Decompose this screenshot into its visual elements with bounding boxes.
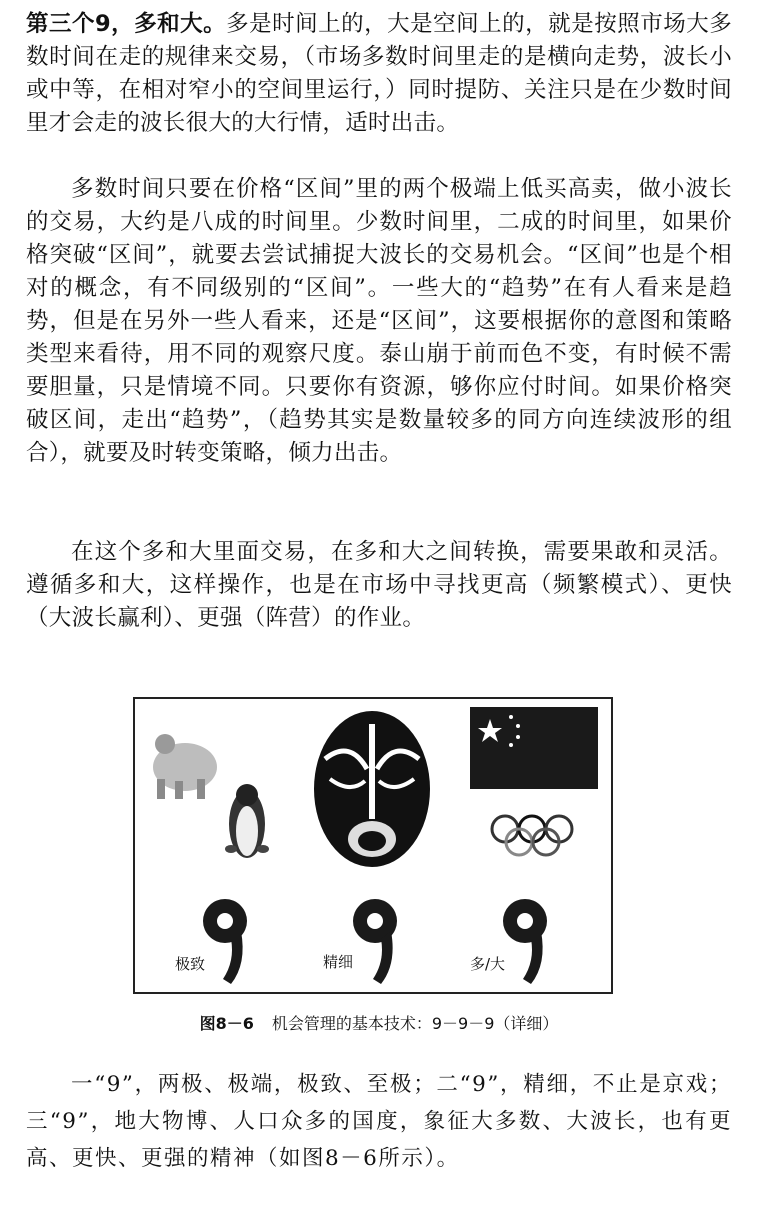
flag-image xyxy=(470,707,598,789)
label-extreme: 极致 xyxy=(175,955,206,973)
label-many-big: 多/大 xyxy=(470,955,506,973)
paragraph-1-lead: 第三个9，多和大。 xyxy=(26,11,227,37)
polar-bear-image xyxy=(153,734,217,799)
label-fine: 精细 xyxy=(323,953,354,971)
paragraph-1-body: 多是时间上的，大是空间上的，就是按照市场大多数时间在走的规律来交易，（市场多数时间里走的是横向走势，波长小或中等，在相对窄小的空间里运行，）同时提防、关注只是在少数时间里才会走的波长很大的大行情，适时出击。 xyxy=(26,11,732,136)
nine-figure-2 xyxy=(353,899,397,984)
nine-figure-1 xyxy=(203,899,247,984)
penguin-image xyxy=(225,784,269,858)
paragraph-2: 多数时间只要在价格“区间”里的两个极端上低买高卖，做小波长的交易，大约是八成的时间里。少数时间里，二成的时间里，如果价格突破“区间”，就要去尝试捕捉大波长的交易机会。“区间”也是个相对的概念，有不同级别的“区间”。一些大的“趋势”在有人看来是趋势，但是在另外一些人看来，还是“区间”，这要根据你的意图和策略类型来看待，用不同的观察尺度。泰山崩于前而色不变，有时候不需要胆量，只是情境不同。只要你有资源，够你应付时间。如果价格突破区间，走出“趋势”，（趋势其实是数量较多的同方向连续波形的组合），就要及时转变策略，倾力出击。 xyxy=(26,176,732,466)
figure-caption-text: 机会管理的基本技术：9－9－9（详细） xyxy=(271,1014,559,1033)
figure-8-6 xyxy=(133,697,613,994)
figure-illustration xyxy=(135,699,611,992)
figure-caption xyxy=(0,1011,758,1034)
paragraph-4: 一“9”，两极、极端，极致、至极；二“9”，精细，不止是京戏；三“9”，地大物博、人口众多的国度，象征大多数、大波长，也有更高、更快、更强的精神（如图8－6所示）。 xyxy=(26,1072,732,1171)
opera-mask-image xyxy=(314,711,430,867)
nine-figure-3 xyxy=(503,899,547,984)
paragraph-3: 在这个多和大里面交易，在多和大之间转换，需要果敢和灵活。遵循多和大，这样操作，也是在市场中寻找更高（频繁模式）、更快（大波长赢利）、更强（阵营）的作业。 xyxy=(26,539,732,631)
paragraph-1 xyxy=(26,8,732,140)
olympic-rings-image xyxy=(492,816,572,855)
figure-caption-number: 图8－6 xyxy=(199,1014,254,1033)
